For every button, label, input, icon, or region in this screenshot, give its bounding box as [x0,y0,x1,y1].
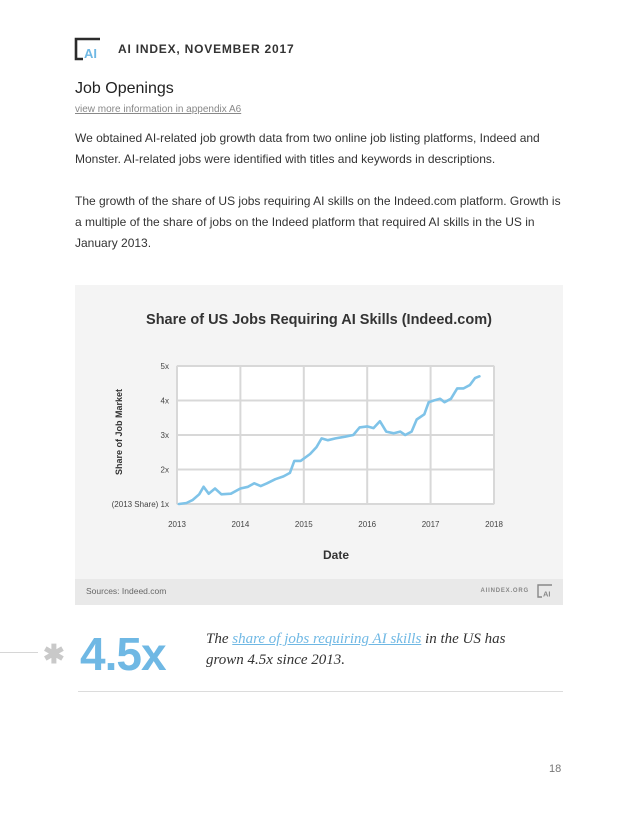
y-tick-label: 3x [160,431,169,440]
description-paragraph: The growth of the share of US jobs requiring AI skills on the Indeed.com platform. Growth is a multiple of the share of jobs on the Indeed platform that required AI skills in the US in January 2013. [75,194,561,250]
x-axis-label: Date [322,548,350,562]
chart-footer [75,579,563,605]
asterisk-icon: ✱ [43,639,65,669]
appendix-link[interactable]: view more information in appendix A6 [75,104,242,115]
y-tick-label: 2x [160,465,169,475]
chart-panel [75,285,563,605]
x-axis-ticks [168,520,503,529]
x-tick-label: 2014 [231,520,250,529]
sources-note: Sources: Indeed.com [86,586,167,596]
svg-text:AI: AI [543,589,551,598]
divider [78,691,563,692]
stat-text-after: in the US has grown 4.5x since 2013. [206,631,506,668]
stat-caption [206,629,546,671]
y-tick-label: 5x [160,362,169,371]
stat-value: 4.5x [80,628,166,680]
ai-index-logo-icon [74,37,102,61]
report-title: AI INDEX, NOVEMBER 2017 [118,42,295,56]
x-tick-label: 2018 [485,520,503,529]
x-tick-label: 2013 [168,520,186,529]
page-header [74,36,294,62]
x-tick-label: 2017 [421,520,440,529]
x-tick-label: 2015 [294,520,313,529]
ai-index-small-logo-icon [537,584,553,598]
stat-link[interactable]: share of jobs requiring AI skills [232,631,422,647]
intro-paragraph: We obtained AI-related job growth data from two online job listing platforms, Indeed and Monster. AI-related jobs were identified with titles and keywords in descriptions. [75,131,540,166]
line-chart [75,285,563,579]
stat-text-before: The [206,631,233,647]
y-axis-label: Share of Job Market [114,388,124,476]
section-title: Job Openings [75,80,174,97]
chart-grid [177,366,494,504]
site-label: AIINDEX.ORG [480,588,529,594]
y-tick-label: (2013 Share) 1x [111,500,169,509]
y-tick-label: 4x [160,396,169,406]
svg-text:AI: AI [84,46,97,61]
callout-line [0,652,38,653]
chart-title: Share of US Jobs Requiring AI Skills (Indeed.com) [146,312,492,328]
x-tick-label: 2016 [358,520,377,529]
page-number: 18 [549,763,562,775]
